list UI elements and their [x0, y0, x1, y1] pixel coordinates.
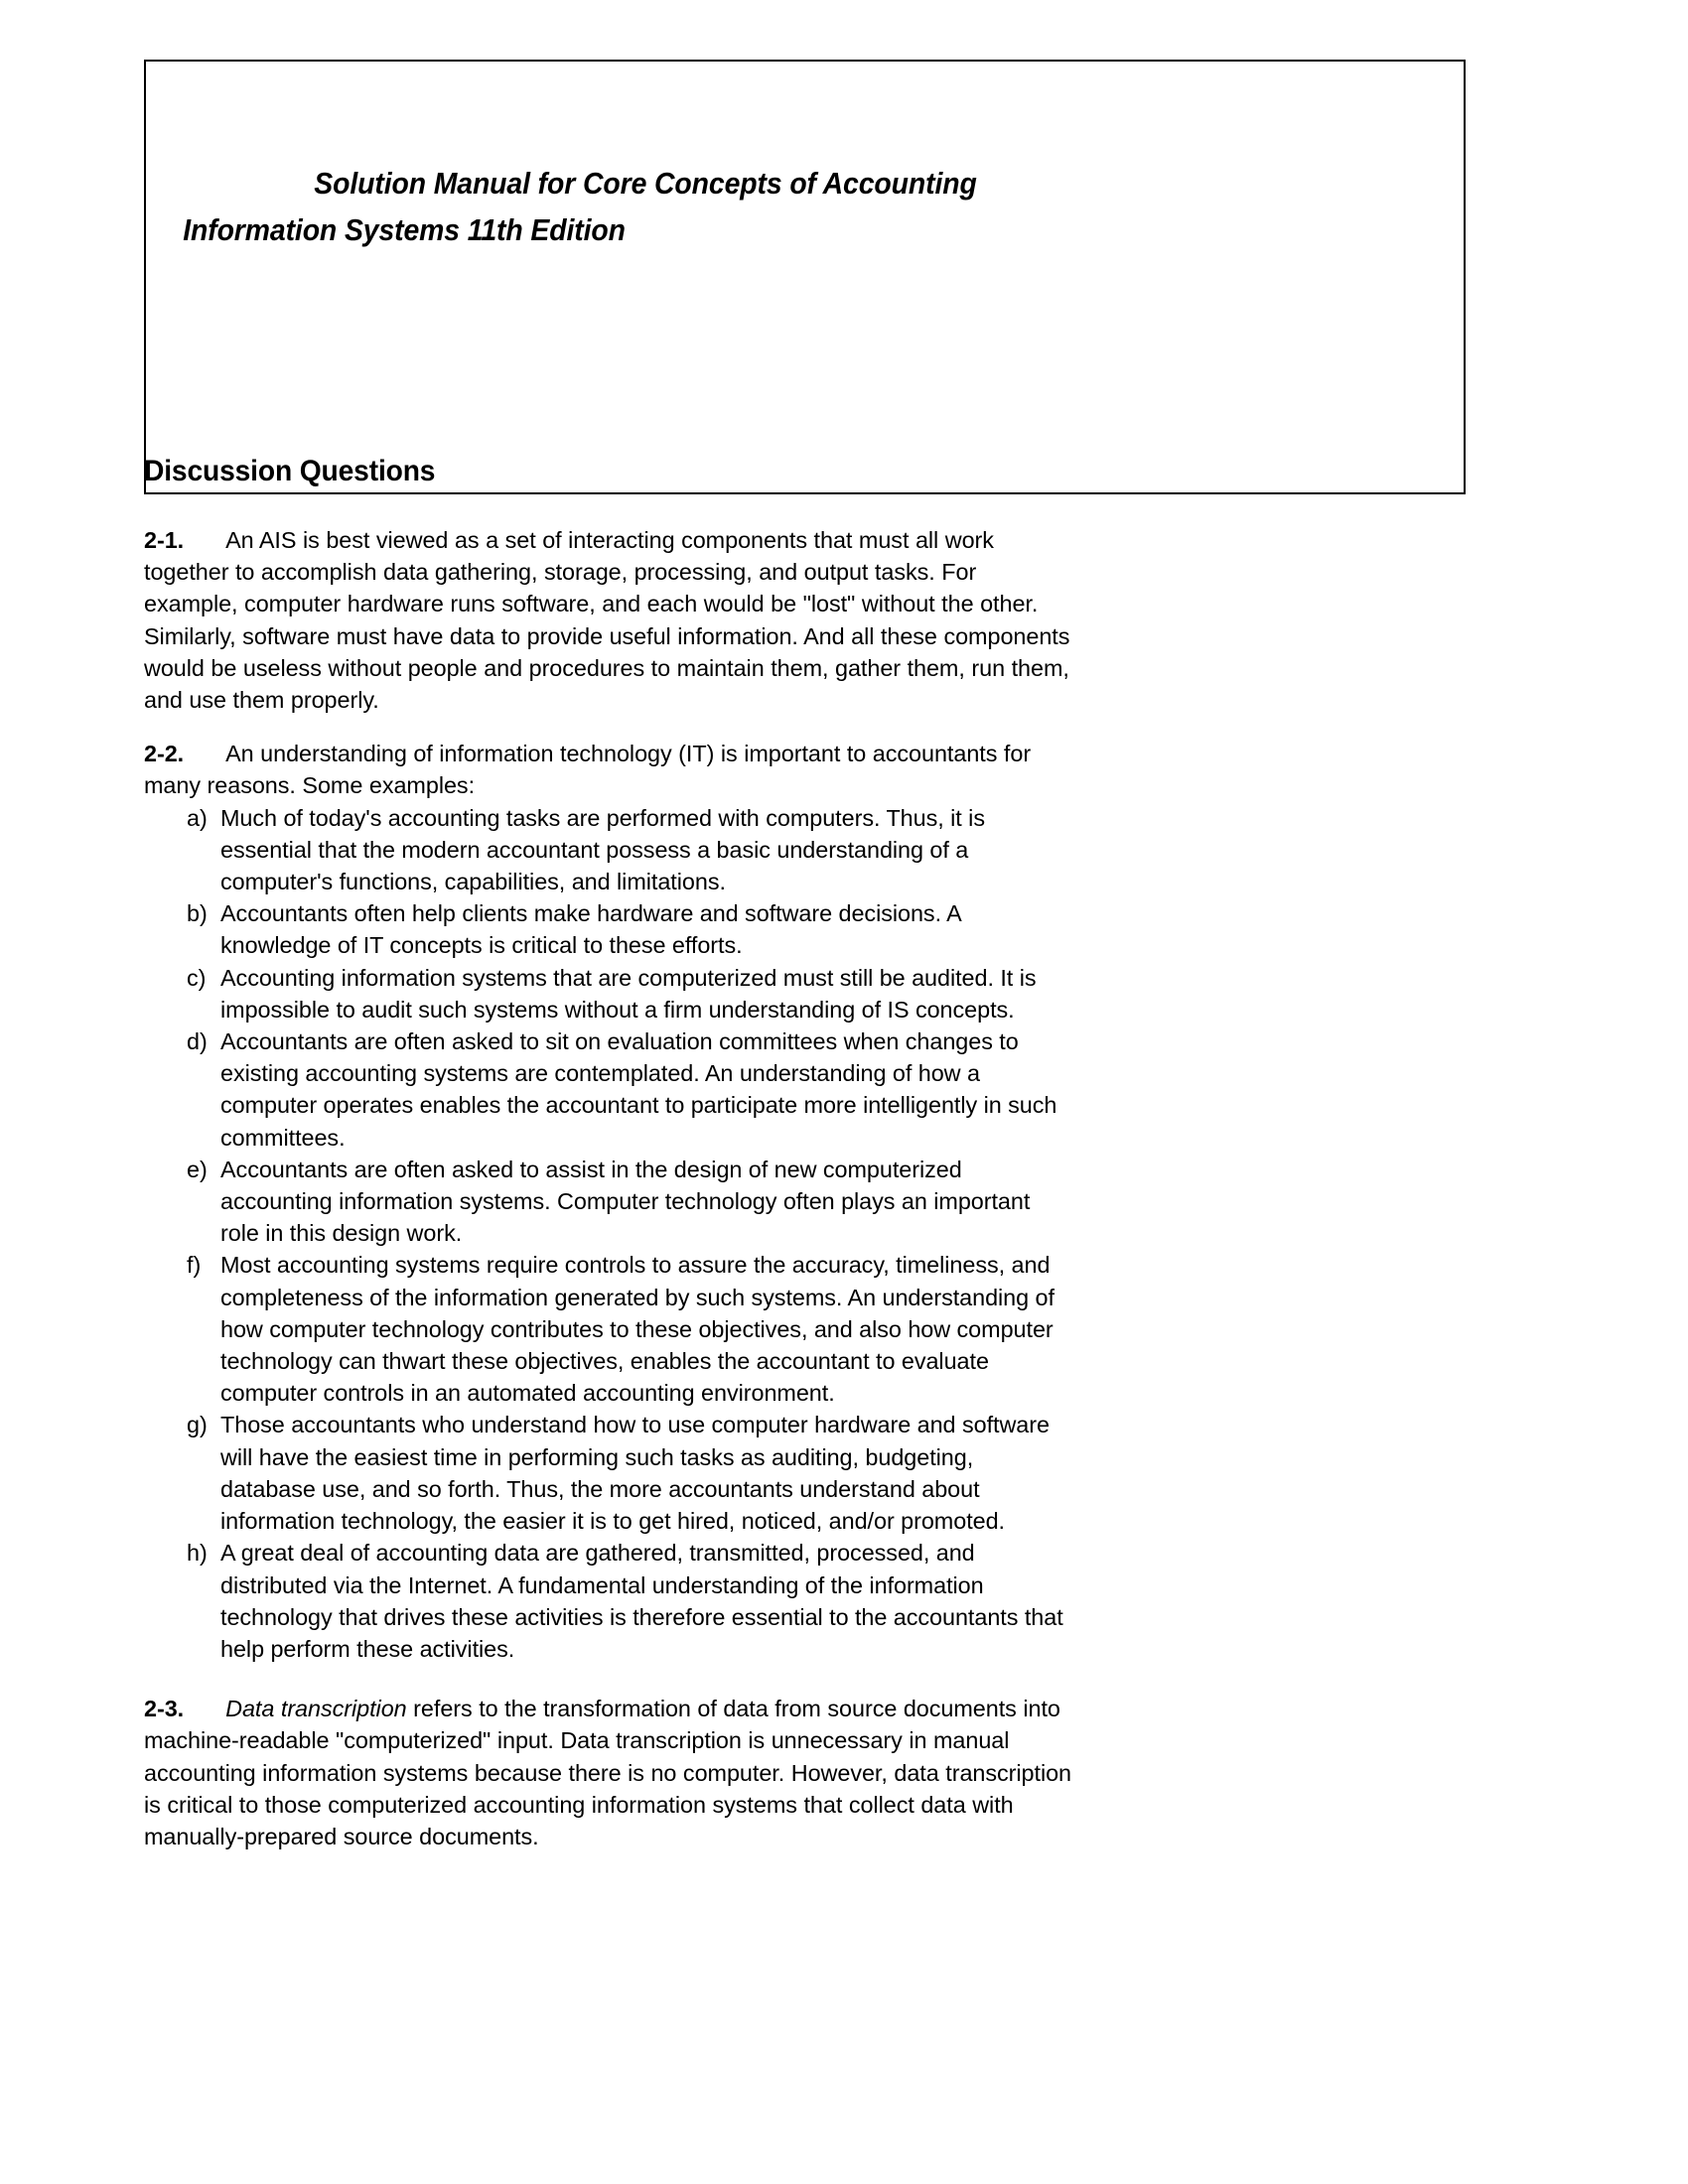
- list-marker-a: a): [187, 804, 208, 831]
- question-paragraph-2-2: [144, 738, 1072, 801]
- lettered-list: [144, 802, 1072, 1665]
- title-text-container: [146, 161, 1468, 254]
- title-border-box: [144, 60, 1466, 494]
- list-item: [144, 1249, 1072, 1409]
- list-item: [144, 802, 1072, 898]
- list-marker-b: b): [187, 900, 208, 927]
- list-item-text-h: A great deal of accounting data are gathered, transmitted, processed, and distributed via the Internet. A fundamental understanding of the information technology that drives these activities is therefore essential to the accountants that help perform these activities.: [220, 1540, 1063, 1662]
- question-number-2-3: 2-3.: [144, 1696, 185, 1722]
- question-text-2-2: An understanding of information technology (IT) is important to accountants for many reasons. Some examples:: [144, 741, 1032, 799]
- list-marker-f: f): [187, 1252, 202, 1279]
- list-marker-d: d): [187, 1028, 208, 1055]
- list-item: [144, 962, 1072, 1025]
- list-item: [144, 1409, 1072, 1537]
- list-item-text-b: Accountants often help clients make hardware and software decisions. A knowledge of IT concepts is critical to these efforts.: [220, 900, 961, 959]
- list-item: [144, 1537, 1072, 1665]
- list-marker-g: g): [187, 1412, 208, 1438]
- emphasized-term-data-transcription: Data transcription: [225, 1696, 407, 1722]
- document-title-line-2: Information Systems 11th Edition: [183, 213, 626, 247]
- list-marker-h: h): [187, 1540, 208, 1567]
- question-paragraph-2-3: [144, 1693, 1072, 1852]
- list-item-text-a: Much of today's accounting tasks are performed with computers. Thus, it is essential that the modern accountant possess a basic understanding of a computer's functions, capabilities, and limitations.: [220, 804, 985, 895]
- list-item: [144, 897, 1072, 961]
- question-number-2-1: 2-1.: [144, 527, 185, 553]
- list-item-text-g: Those accountants who understand how to use computer hardware and software will have the easiest time in performing such tasks as auditing, budgeting, database use, and so forth. Thus, the more accountants understand about information technology, the easier it is to get hired, noticed, and/or promoted.: [220, 1412, 1050, 1535]
- document-body: [144, 524, 1072, 1852]
- question-text-2-3: refers to the transformation of data from source documents into machine-readable "computerized" input. Data transcription is unnecessary in manual accounting information systems because there is no computer. However, data transcription is critical to those computerized accounting information systems that collect data with manually-prepared source documents.: [144, 1696, 1072, 1849]
- list-item-text-d: Accountants are often asked to sit on evaluation committees when changes to existing accounting systems are contemplated. An understanding of how a computer operates enables the accountant to participate more intelligently in such committees.: [220, 1028, 1057, 1151]
- list-item-text-c: Accounting information systems that are computerized must still be audited. It is impossible to audit such systems without a firm understanding of IS concepts.: [220, 964, 1037, 1023]
- section-heading-discussion-questions: Discussion Questions: [144, 455, 436, 487]
- answer-list-2-2: [144, 802, 1072, 1665]
- list-item-text-f: Most accounting systems require controls to assure the accuracy, timeliness, and completeness of the information generated by such systems. An understanding of how computer technology contributes to these objectives, and also how computer technology can thwart these objectives, enables the accountant to evaluate computer controls in an automated accounting environment.: [220, 1252, 1055, 1407]
- list-item: [144, 1025, 1072, 1154]
- list-item: [144, 1154, 1072, 1250]
- document-title-line-1: Solution Manual for Core Concepts of Accounting: [314, 167, 977, 201]
- list-marker-c: c): [187, 964, 207, 991]
- question-text-2-1: An AIS is best viewed as a set of interacting components that must all work together to accomplish data gathering, storage, processing, and output tasks. For example, computer hardware runs software, and each would be "lost" without the other. Similarly, software must have data to provide useful information. And all these components would be useless without people and procedures to maintain them, gather them, run them, and use them properly.: [144, 527, 1070, 714]
- question-paragraph-2-1: [144, 524, 1072, 716]
- list-marker-e: e): [187, 1156, 208, 1182]
- question-number-2-2: 2-2.: [144, 741, 185, 767]
- list-item-text-e: Accountants are often asked to assist in the design of new computerized accounting information systems. Computer technology often plays an important role in this design work.: [220, 1156, 1031, 1247]
